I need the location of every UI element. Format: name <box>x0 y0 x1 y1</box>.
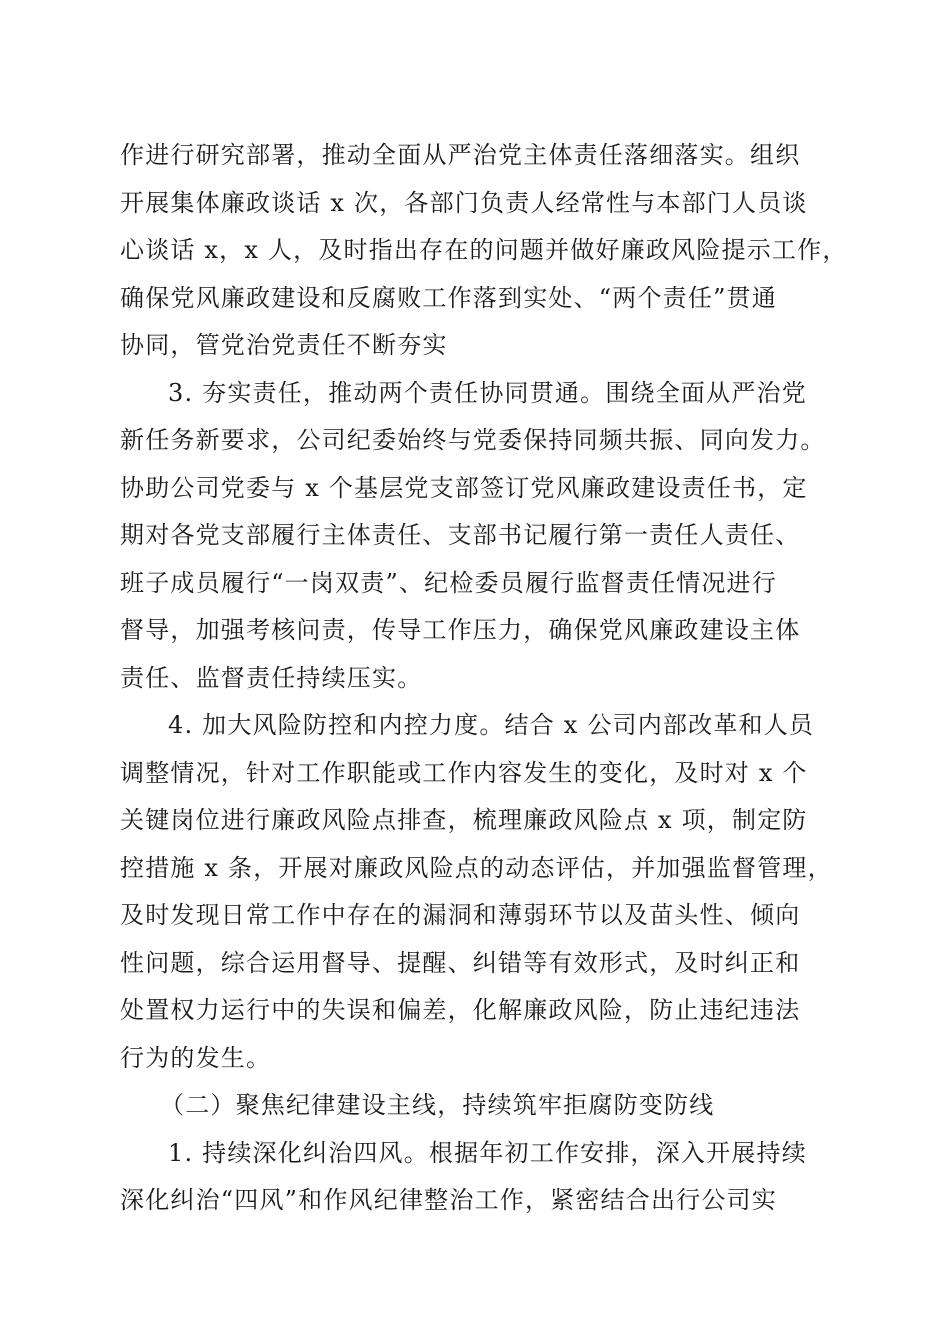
paragraph-line: 3. 夯实责任，推动两个责任协同贯通。围绕全面从严治党 <box>168 378 807 407</box>
paragraph-line: 班子成员履行“一岗双责”、纪检委员履行监督责任情况进行 <box>120 568 777 597</box>
paragraph-line: 作进行研究部署，推动全面从严治党主体责任落细落实。组织 <box>120 141 801 169</box>
paragraph-line: 确保党风廉政建设和反腐败工作落到实处、“两个责任”贯通 <box>120 283 777 312</box>
paragraph-line: 新任务新要求，公司纪委始终与党委保持同频共振、同向发力。 <box>120 426 826 454</box>
paragraph-line: 期对各党支部履行主体责任、支部书记履行第一责任人责任、 <box>120 521 801 549</box>
paragraph-line: 性问题，综合运用督导、提醒、纠错等有效形式，及时纠正和 <box>120 948 801 977</box>
paragraph-line: 调整情况，针对工作职能或工作内容发生的变化，及时对 x 个 <box>120 758 808 787</box>
paragraph-line: 责任、监督责任持续压实。 <box>120 663 423 692</box>
section-heading: （二）聚焦纪律建设主线，持续筑牢拒腐防变防线 <box>160 1091 715 1119</box>
paragraph-line: 4. 加大风险防控和内控力度。结合 x 公司内部改革和人员 <box>168 711 815 739</box>
paragraph-line: 及时发现日常工作中存在的漏洞和薄弱环节以及苗头性、倾向 <box>120 901 801 929</box>
paragraph-line: 协同，管党治党责任不断夯实 <box>120 331 448 359</box>
paragraph-line: 深化纠治“四风”和作风纪律整治工作，紧密结合出行公司实 <box>120 1186 777 1214</box>
document-body <box>120 132 848 1225</box>
paragraph-line: 督导，加强考核问责，传导工作压力，确保党风廉政建设主体 <box>120 616 801 644</box>
paragraph-line: 开展集体廉政谈话 x 次，各部门负责人经常性与本部门人员谈 <box>120 188 808 217</box>
paragraph-line: 关键岗位进行廉政风险点排查，梳理廉政风险点 x 项，制定防 <box>120 806 808 834</box>
paragraph-line: 心谈话 x，x 人，及时指出存在的问题并做好廉政风险提示工作， <box>120 236 848 264</box>
paragraph-line: 处置权力运行中的失误和偏差，化解廉政风险，防止违纪违法 <box>120 996 801 1024</box>
paragraph-line: 1. 持续深化纠治四风。根据年初工作安排，深入开展持续 <box>168 1138 807 1167</box>
paragraph-line: 行为的发生。 <box>120 1043 272 1072</box>
paragraph-line: 控措施 x 条，开展对廉政风险点的动态评估，并加强监督管理， <box>120 853 833 882</box>
paragraph-line: 协助公司党委与 x 个基层党支部签订党风廉政建设责任书，定 <box>120 473 808 502</box>
